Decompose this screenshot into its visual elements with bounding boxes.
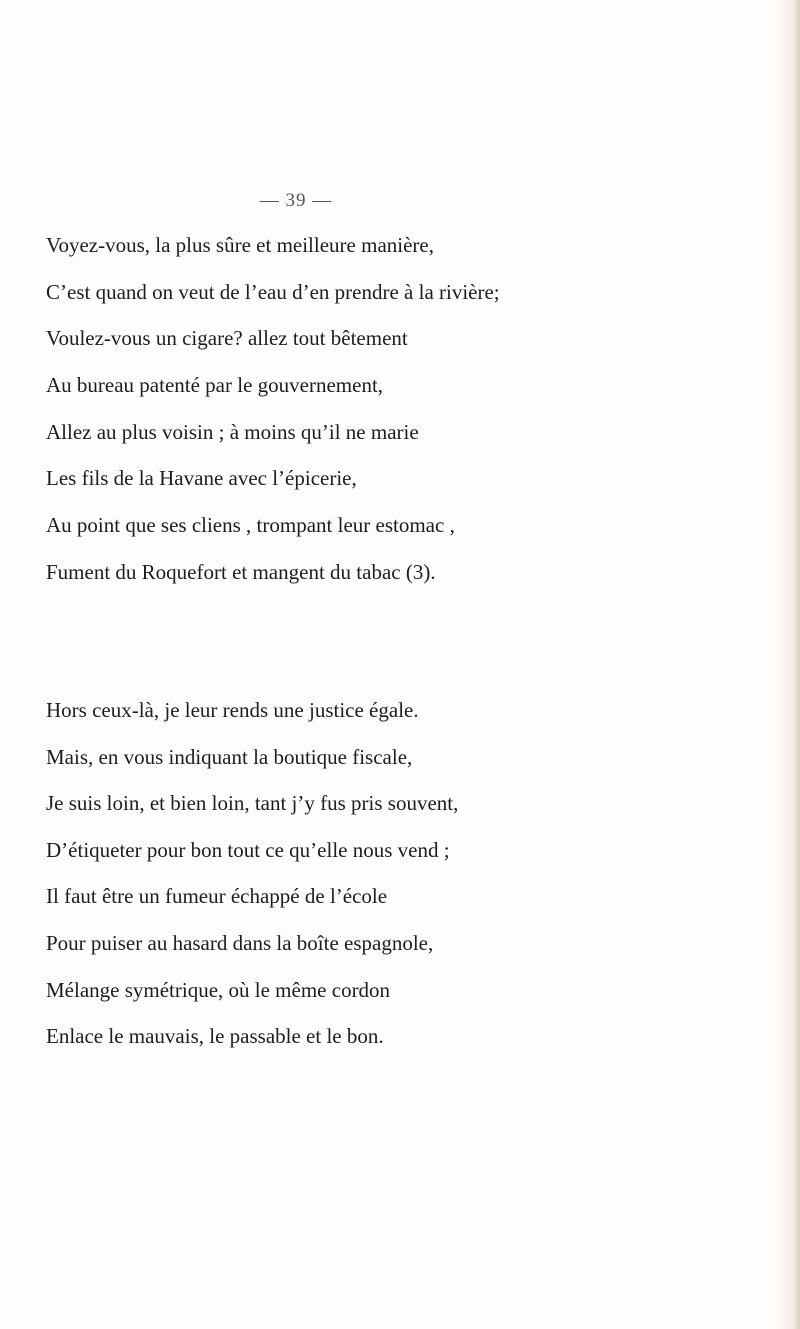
verse-line: Pour puiser au hasard dans la boîte espagnole, xyxy=(46,930,434,955)
stanza-2 xyxy=(46,690,458,1063)
verse-line: C’est quand on veut de l’eau d’en prendre à la rivière; xyxy=(46,279,500,304)
verse-line: Au point que ses cliens , trompant leur estomac , xyxy=(46,513,455,538)
page-edge-shadow xyxy=(794,0,800,1329)
page-number: — 39 — xyxy=(259,190,333,211)
verse-line: Fument du Roquefort et mangent du tabac (3). xyxy=(46,559,436,584)
verse-line: D’étiqueter pour bon tout ce qu’elle nous vend ; xyxy=(46,837,450,862)
verse-line: Voyez-vous, la plus sûre et meilleure manière, xyxy=(46,233,434,257)
verse-line: Les fils de la Havane avec l’épicerie, xyxy=(46,466,357,491)
verse-line: Voulez-vous un cigare? allez tout bêtement xyxy=(46,326,408,351)
verse-line: Je suis loin, et bien loin, tant j’y fus pris souvent, xyxy=(46,791,459,816)
verse-line: Enlace le mauvais, le passable et le bon. xyxy=(46,1024,384,1049)
verse-line: Mais, en vous indiquant la boutique fiscale, xyxy=(46,744,413,769)
stanza-1 xyxy=(46,225,500,599)
verse-line: Il faut être un fumeur échappé de l’école xyxy=(46,884,388,909)
verse-line: Mélange symétrique, où le même cordon xyxy=(46,977,391,1002)
verse-line: Au bureau patenté par le gouvernement, xyxy=(46,373,384,398)
verse-line: Allez au plus voisin ; à moins qu’il ne marie xyxy=(46,419,419,444)
verse-line: Hors ceux-là, je leur rends une justice égale. xyxy=(46,698,419,722)
